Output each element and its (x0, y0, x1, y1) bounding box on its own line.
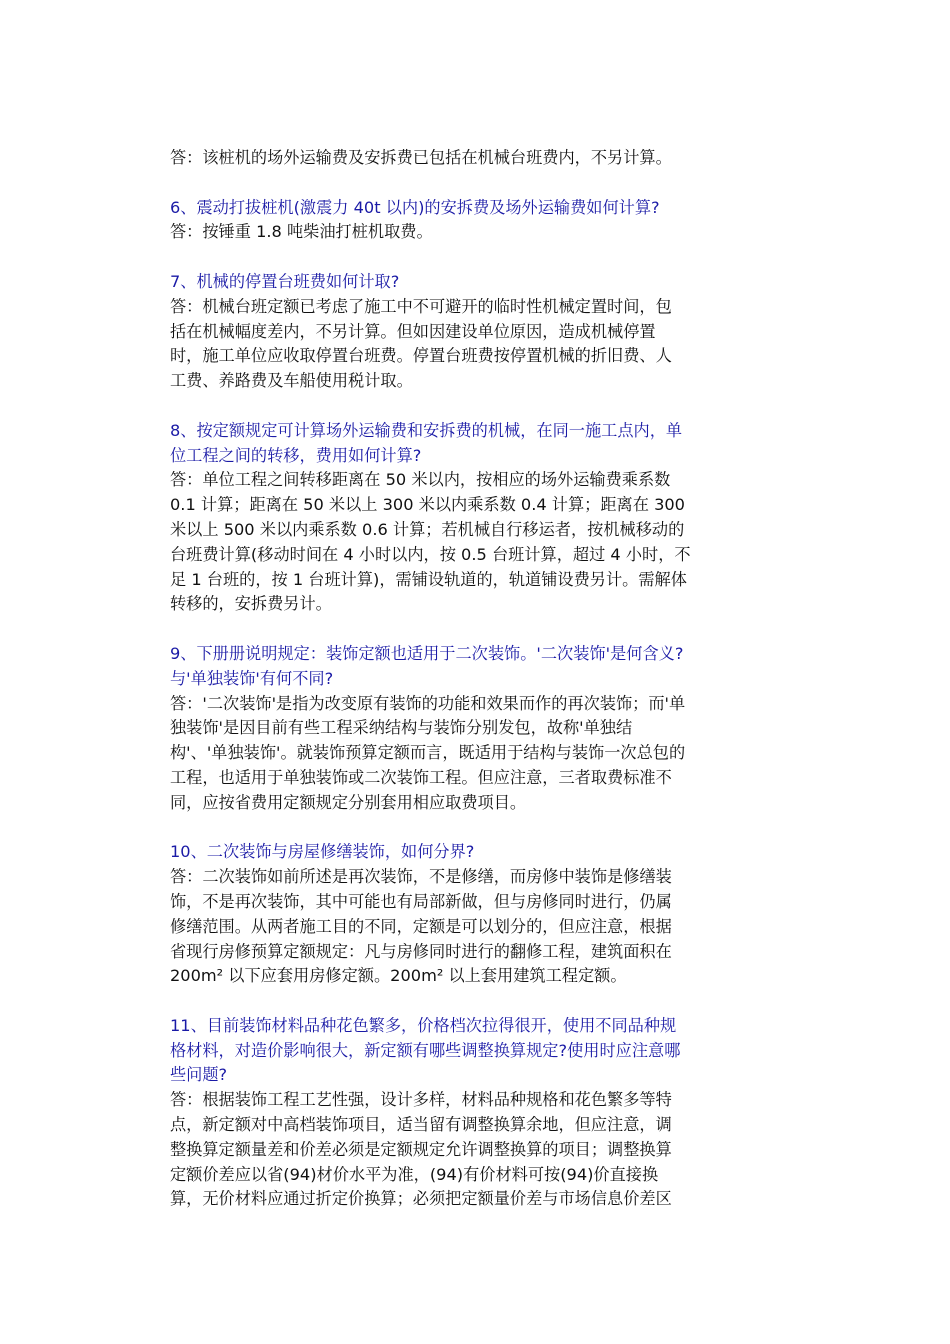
question-line: 位工程之间的转移，费用如何计算? (170, 445, 422, 465)
answer-line: 答：根据装饰工程工艺性强，设计多样，材料品种规格和花色繁多等特 (170, 1090, 672, 1110)
qa-block-11 (170, 1014, 782, 1212)
answer-line: 米以上 500 米以内乘系数 0.6 计算；若机械自行移运者，按机械移动的 (170, 519, 685, 539)
question-line: 与'单独装饰'有何不同? (170, 668, 334, 688)
answer-line: 工程，也适用于单独装饰或二次装饰工程。但应注意，三者取费标准不 (170, 767, 672, 787)
answer-line: 算，无价材料应通过折定价换算；必须把定额量价差与市场信息价差区 (170, 1189, 672, 1209)
answer-line: 整换算定额量差和价差必须是定额规定允许调整换算的项目；调整换算 (170, 1139, 672, 1159)
question-line: 7、机械的停置台班费如何计取? (170, 271, 400, 291)
answer-line: 答：'二次装饰'是指为改变原有装饰的功能和效果而作的再次装饰；而'单 (170, 693, 686, 713)
answer-line: 足 1 台班的，按 1 台班计算)，需铺设轨道的，轨道铺设费另计。需解体 (170, 569, 687, 589)
qa-block-6 (170, 196, 782, 246)
qa-block-10 (170, 840, 782, 989)
answer-line: 答：该桩机的场外运输费及安拆费已包括在机械台班费内，不另计算。 (170, 148, 672, 167)
answer-line: 括在机械幅度差内，不另计算。但如因建设单位原因，造成机械停置 (170, 321, 656, 341)
answer-line: 答：单位工程之间转移距离在 50 米以内，按相应的场外运输费乘系数 (170, 470, 671, 490)
qa-block-5-answer (170, 146, 782, 171)
qa-block-7 (170, 270, 782, 394)
question-line: 格材料，对造价影响很大，新定额有哪些调整换算规定?使用时应注意哪 (170, 1040, 681, 1060)
answer-line: 省现行房修预算定额规定：凡与房修同时进行的翻修工程，建筑面积在 (170, 941, 672, 961)
question-line: 8、按定额规定可计算场外运输费和安拆费的机械，在同一施工点内，单 (170, 420, 683, 440)
answer-line: 200m² 以下应套用房修定额。200m² 以上套用建筑工程定额。 (170, 966, 627, 986)
qa-block-9 (170, 642, 782, 816)
answer-line: 同，应按省费用定额规定分别套用相应取费项目。 (170, 792, 527, 812)
answer-line: 修缮范围。从两者施工目的不同，定额是可以划分的，但应注意，根据 (170, 916, 672, 936)
answer-line: 饰，不是再次装饰，其中可能也有局部新做，但与房修同时进行，仍属 (170, 891, 672, 911)
question-line: 6、震动打拔桩机(激震力 40t 以内)的安拆费及场外运输费如何计算? (170, 197, 660, 217)
answer-line: 构'、'单独装饰'。就装饰预算定额而言，既适用于结构与装饰一次总包的 (170, 743, 686, 763)
answer-line: 定额价差应以省(94)材价水平为准，(94)有价材料可按(94)价直接换 (170, 1164, 659, 1184)
question-line: 些问题? (170, 1065, 228, 1085)
question-line: 11、目前装饰材料品种花色繁多，价格档次拉得很开，使用不同品种规 (170, 1015, 677, 1035)
answer-line: 转移的，安拆费另计。 (170, 594, 332, 614)
answer-line: 答：二次装饰如前所述是再次装饰，不是修缮，而房修中装饰是修缮装 (170, 867, 672, 887)
answer-line: 点，新定额对中高档装饰项目，适当留有调整换算余地，但应注意，调 (170, 1115, 672, 1135)
answer-line: 0.1 计算；距离在 50 米以上 300 米以内乘系数 0.4 计算；距离在 300 (170, 495, 685, 515)
document-body (170, 146, 782, 1212)
answer-line: 时，施工单位应收取停置台班费。停置台班费按停置机械的折旧费、人 (170, 346, 672, 366)
qa-block-8 (170, 419, 782, 617)
answer-line: 台班费计算(移动时间在 4 小时以内，按 0.5 台班计算，超过 4 小时，不 (170, 544, 691, 564)
question-line: 10、二次装饰与房屋修缮装饰，如何分界? (170, 842, 475, 862)
answer-line: 独装饰'是因目前有些工程采纳结构与装饰分别发包，故称'单独结 (170, 718, 633, 738)
question-line: 9、下册册说明规定：装饰定额也适用于二次装饰。'二次装饰'是何含义? (170, 643, 684, 663)
answer-line: 答：按锤重 1.8 吨柴油打桩机取费。 (170, 222, 433, 242)
answer-line: 工费、养路费及车船使用税计取。 (170, 371, 413, 391)
answer-line: 答：机械台班定额已考虑了施工中不可避开的临时性机械定置时间，包 (170, 296, 672, 316)
